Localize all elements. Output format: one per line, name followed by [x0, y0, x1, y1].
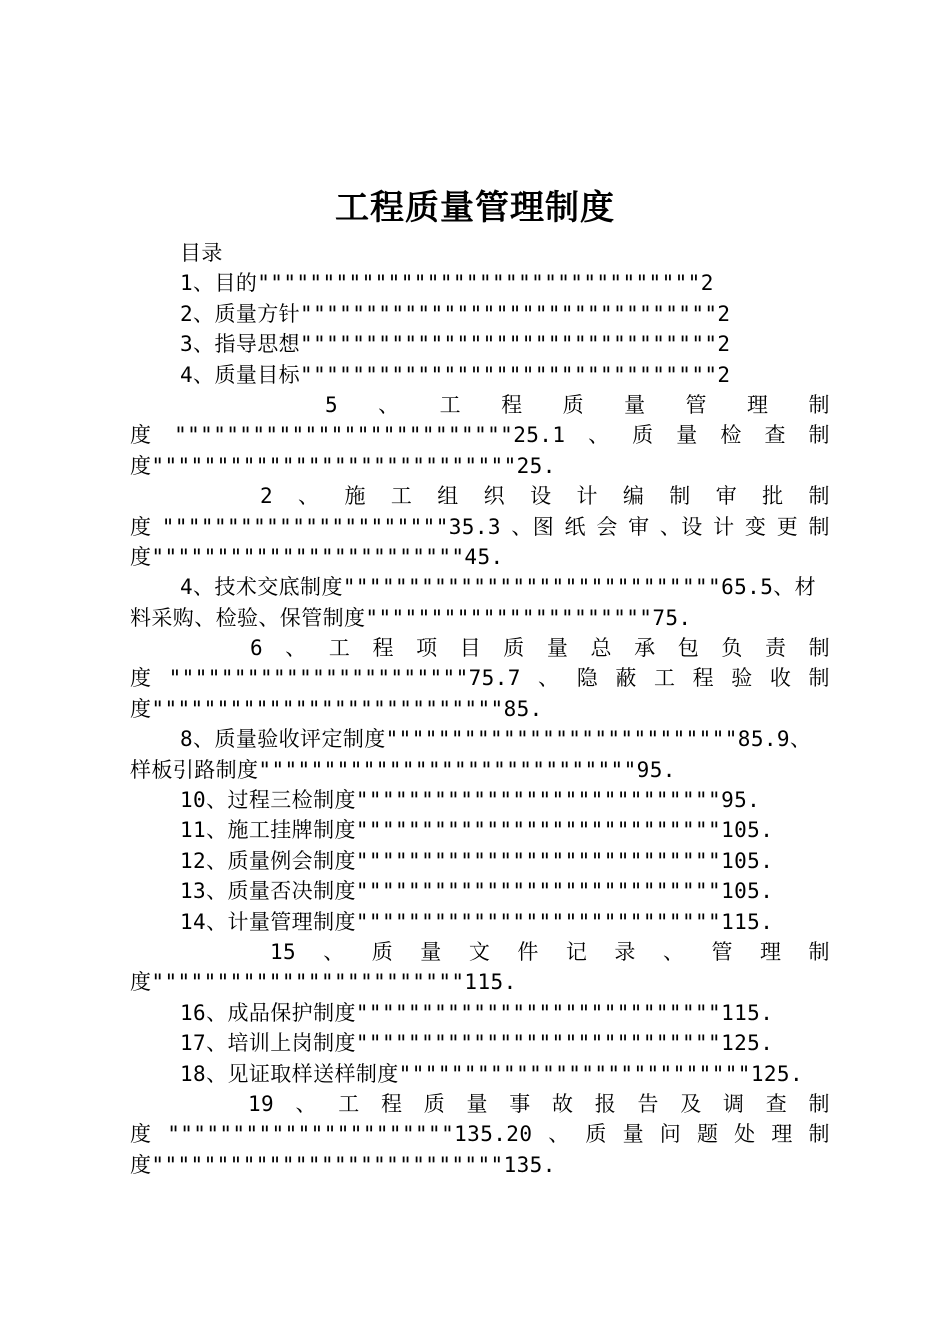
- toc-token: 题: [696, 1122, 719, 1147]
- toc-token: 更: [776, 514, 799, 539]
- toc-token: 程: [380, 1091, 403, 1116]
- toc-line: 3、指导思想""""""""""""""""""""""""""""""""2: [180, 332, 731, 357]
- toc-token: 管: [711, 939, 733, 964]
- toc-token: 理: [747, 392, 769, 417]
- toc-line: 14、计量管理制度""""""""""""""""""""""""""""115.: [180, 909, 774, 934]
- toc-token: 管: [685, 392, 707, 417]
- toc-token: 度: [130, 514, 152, 539]
- toc-token: 批: [762, 484, 784, 509]
- toc-token: 质: [503, 636, 525, 661]
- toc-token: 目: [459, 636, 482, 661]
- table-of-contents: [130, 238, 830, 1180]
- toc-token: 责: [764, 636, 787, 661]
- toc-token: 2: [260, 484, 274, 509]
- toc-token: 质: [371, 939, 394, 964]
- toc-token: 量: [624, 392, 646, 417]
- toc-token: 问: [659, 1122, 682, 1147]
- toc-token: 录: [614, 939, 636, 964]
- toc-line-justified: [130, 512, 830, 542]
- toc-line-justified: [130, 481, 830, 511]
- toc-token: 审: [715, 484, 738, 509]
- toc-token: 制: [669, 484, 691, 509]
- toc-token: 程: [692, 666, 715, 691]
- toc-line: 11、施工挂牌制度""""""""""""""""""""""""""""105.: [180, 818, 774, 843]
- toc-token: 计: [713, 514, 735, 539]
- toc-token: 变: [744, 514, 767, 539]
- toc-line-justified: [130, 937, 830, 967]
- toc-token: 、设: [659, 514, 703, 539]
- toc-token: 19: [248, 1091, 275, 1116]
- toc-token: 、: [295, 1091, 317, 1116]
- toc-token: 、: [662, 939, 685, 964]
- toc-line: 10、过程三检制度""""""""""""""""""""""""""""95.: [180, 788, 761, 813]
- toc-token: 质: [585, 1122, 607, 1147]
- toc-token: 报: [594, 1091, 617, 1116]
- toc-token: 检: [720, 423, 742, 448]
- toc-token: 程: [501, 392, 523, 417]
- toc-token: 项: [416, 636, 438, 661]
- toc-line: 1、目的""""""""""""""""""""""""""""""""""2: [180, 271, 714, 296]
- toc-token: 制: [808, 1091, 830, 1116]
- toc-line: 12、质量例会制度""""""""""""""""""""""""""""105.: [180, 848, 774, 873]
- toc-line: 料采购、检验、保管制度""""""""""""""""""""""75.: [130, 605, 692, 630]
- toc-token: 记: [565, 939, 588, 964]
- toc-token: 件: [517, 939, 539, 964]
- toc-token: 量: [420, 939, 442, 964]
- toc-token: 计: [576, 484, 598, 509]
- toc-token: 隐: [576, 666, 599, 691]
- toc-token: 质: [562, 392, 584, 417]
- toc-token: 验: [731, 666, 753, 691]
- toc-token: 调: [722, 1091, 745, 1116]
- toc-token: 收: [769, 666, 792, 691]
- toc-token: 、: [588, 423, 610, 448]
- toc-token: 程: [372, 636, 394, 661]
- toc-token: 、: [285, 636, 307, 661]
- toc-token: 质: [632, 423, 654, 448]
- document-title: 工程质量管理制度: [335, 188, 615, 228]
- toc-token: 量: [466, 1091, 488, 1116]
- toc-token: 工: [653, 666, 676, 691]
- toc-token: 包: [677, 636, 700, 661]
- toc-token: 、图: [511, 514, 555, 539]
- toc-line: 18、见证取样送样制度"""""""""""""""""""""""""""125.: [180, 1061, 804, 1086]
- toc-token: 施: [344, 484, 366, 509]
- toc-token: 质: [423, 1091, 446, 1116]
- toc-token: 工: [328, 636, 351, 661]
- toc-token: 制: [808, 514, 830, 539]
- toc-line-justified: [130, 633, 830, 663]
- toc-line: 度""""""""""""""""""""""""115.: [130, 970, 517, 995]
- toc-token: 事: [509, 1091, 531, 1116]
- toc-token: 审: [628, 514, 650, 539]
- toc-token: 制: [808, 1122, 830, 1147]
- toc-token: 总: [590, 636, 612, 661]
- toc-token: 量: [676, 423, 698, 448]
- toc-token: 6: [250, 636, 264, 661]
- toc-token: 查: [764, 423, 786, 448]
- toc-token: 会: [596, 514, 618, 539]
- toc-token: """"""""""""""""""""""""""25.1: [174, 423, 566, 448]
- toc-token: 制: [808, 484, 830, 509]
- toc-line: 17、培训上岗制度""""""""""""""""""""""""""""125.: [180, 1031, 774, 1056]
- toc-token: 查: [765, 1091, 788, 1116]
- toc-token: 、: [378, 392, 400, 417]
- toc-token: 织: [483, 484, 506, 509]
- toc-token: """"""""""""""""""""""135.20: [167, 1122, 533, 1147]
- toc-token: 理: [760, 939, 782, 964]
- toc-token: 组: [437, 484, 459, 509]
- toc-token: """""""""""""""""""""""75.7: [168, 666, 521, 691]
- toc-line-justified: [130, 390, 830, 420]
- toc-token: 制: [808, 939, 830, 964]
- toc-line: 4、技术交底制度"""""""""""""""""""""""""""""65.5、材: [180, 575, 817, 600]
- toc-line-justified: [130, 1089, 830, 1119]
- toc-line-justified: [130, 420, 830, 450]
- toc-token: 15: [270, 939, 297, 964]
- toc-line: 度"""""""""""""""""""""""""""135.: [130, 1152, 556, 1177]
- toc-line: 样板引路制度"""""""""""""""""""""""""""""95.: [130, 757, 676, 782]
- toc-token: 制: [808, 666, 830, 691]
- toc-line: 13、质量否决制度""""""""""""""""""""""""""""105.: [180, 879, 774, 904]
- toc-token: 、: [548, 1122, 570, 1147]
- toc-token: 文: [468, 939, 491, 964]
- toc-token: 、: [323, 939, 345, 964]
- toc-token: 度: [130, 1122, 152, 1147]
- toc-token: 设: [530, 484, 552, 509]
- toc-line: 4、质量目标""""""""""""""""""""""""""""""""2: [180, 362, 731, 387]
- toc-token: 制: [808, 392, 830, 417]
- toc-token: 度: [130, 423, 152, 448]
- toc-line: 度""""""""""""""""""""""""""""25.: [130, 453, 556, 478]
- toc-token: 度: [130, 666, 152, 691]
- toc-line-justified: [130, 1119, 830, 1149]
- toc-token: 工: [390, 484, 413, 509]
- toc-token: 及: [680, 1091, 702, 1116]
- toc-line: 度"""""""""""""""""""""""""""85.: [130, 696, 543, 721]
- toc-token: 工: [338, 1091, 360, 1116]
- toc-token: 蔽: [615, 666, 637, 691]
- toc-line-justified: [130, 663, 830, 693]
- toc-token: 量: [622, 1122, 644, 1147]
- toc-line: 2、质量方针""""""""""""""""""""""""""""""""2: [180, 301, 731, 326]
- toc-token: """"""""""""""""""""""35.3: [161, 514, 501, 539]
- toc-token: 承: [634, 636, 656, 661]
- toc-token: 量: [546, 636, 569, 661]
- toc-token: 纸: [564, 514, 586, 539]
- toc-token: 制: [808, 423, 830, 448]
- toc-token: 5: [325, 392, 339, 417]
- toc-line: 度""""""""""""""""""""""""45.: [130, 544, 504, 569]
- toc-token: 告: [637, 1091, 659, 1116]
- toc-token: 编: [622, 484, 645, 509]
- toc-token: 制: [808, 636, 830, 661]
- toc-token: 处: [734, 1122, 756, 1147]
- toc-token: 理: [771, 1122, 793, 1147]
- toc-token: 故: [551, 1091, 574, 1116]
- toc-heading: 目录: [180, 241, 223, 265]
- toc-token: 工: [439, 392, 462, 417]
- toc-token: 负: [721, 636, 743, 661]
- toc-token: 、: [298, 484, 320, 509]
- toc-token: 、: [538, 666, 560, 691]
- toc-line: 16、成品保护制度""""""""""""""""""""""""""""115.: [180, 1000, 774, 1025]
- toc-line: 8、质量验收评定制度"""""""""""""""""""""""""""85.9、: [180, 727, 812, 752]
